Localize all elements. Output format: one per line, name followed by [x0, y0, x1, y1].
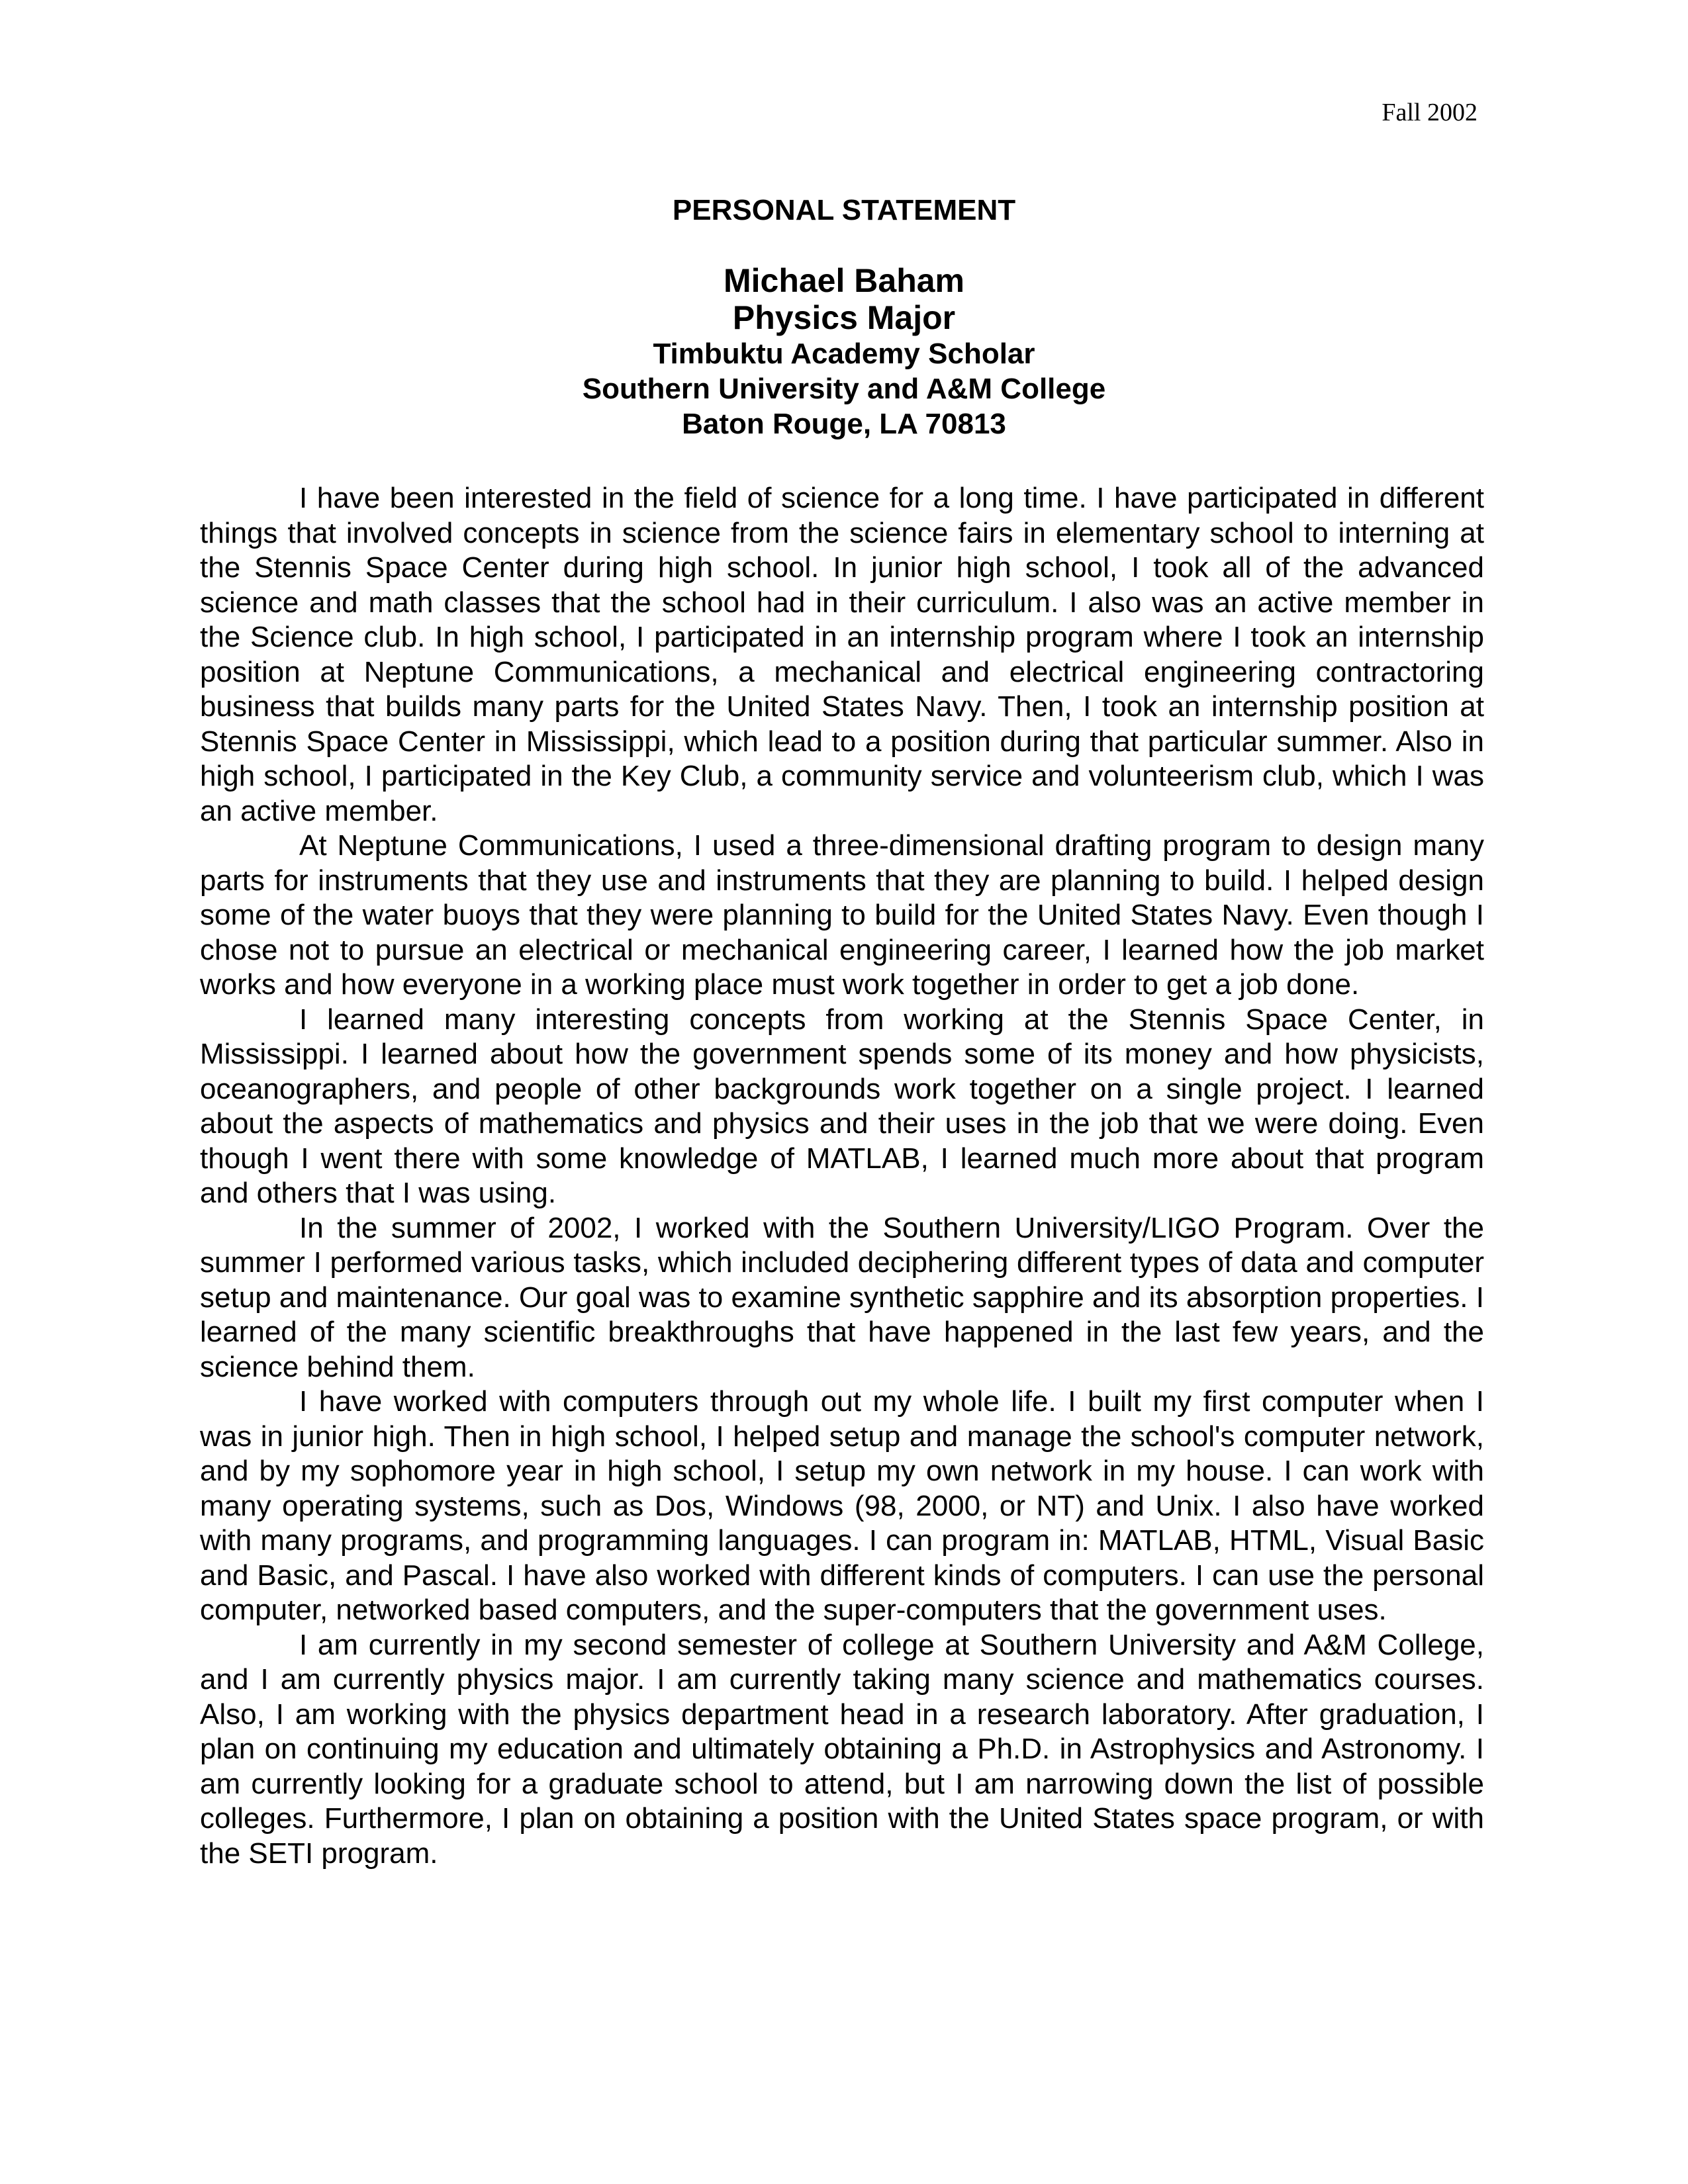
author-location: Baton Rouge, LA 70813 — [682, 408, 1006, 440]
paragraph-ligo-program: In the summer of 2002, I worked with the Southern University/LIGO Program. Over the summer I performed various tasks, which included deciphering different types of data and computer setup and maintenance. Our goal was to examine synthetic sapphire and its absorption properties. I learned of the many scientific breakthroughs that have happened in the last few years, and the science behind them. — [200, 1211, 1484, 1383]
author-major: Physics Major — [732, 299, 956, 336]
statement-body — [200, 481, 1484, 1871]
paragraph-computers: I have worked with computers through out my whole life. I built my first computer when I was in junior high. Then in high school, I helped setup and manage the school's computer network, and by my sophomore year in high school, I setup my own network in my house. I can work with many operating systems, such as Dos, Windows (98, 2000, or NT) and Unix. I also have worked with many programs, and programming languages. I can program in: MATLAB, HTML, Visual Basic and Basic, and Pascal. I have also worked with different kinds of computers. I can use the personal computer, networked based computers, and the super-computers that the government uses. — [200, 1385, 1484, 1626]
paragraph-current-studies: I am currently in my second semester of college at Southern University and A&M College, and I am currently physics major. I am currently taking many science and mathematics courses. Also, I am working with the physics department head in a research laboratory. After graduation, I plan on continuing my education and ultimately obtaining a Ph.D. in Astrophysics and Astronomy. I am currently looking for a graduate school to attend, but I am narrowing down the list of possible colleges. Furthermore, I plan on obtaining a position with the United States space program, or with the SETI program. — [200, 1628, 1484, 1870]
paragraph-stennis-space-center: I learned many interesting concepts from working at the Stennis Space Center, in Mississippi. I learned about how the government spends some of its money and how physicists, oceanographers, and people of other backgrounds work together on a single project. I learned about the aspects of mathematics and physics and their uses in the job that we were doing. Even though I went there with some knowledge of MATLAB, I learned much more about that program and others that I was using. — [200, 1003, 1484, 1209]
document-header — [0, 192, 1688, 441]
author-scholar: Timbuktu Academy Scholar — [653, 338, 1035, 370]
paragraph-science-interest: I have been interested in the field of science for a long time. I have participated in different things that involved concepts in science from the science fairs in elementary school to interning at the Stennis Space Center during high school. In junior high school, I took all of the advanced science and math classes that the school had in their curriculum. I also was an active member in the Science club. In high school, I participated in an internship program where I took an internship position at Neptune Communications, a mechanical and electrical engineering contractoring business that builds many parts for the United States Navy. Then, I took an internship position at Stennis Space Center in Mississippi, which lead to a position during that particular summer. Also in high school, I participated in the Key Club, a community service and volunteerism club, which I was an active member. — [200, 482, 1484, 827]
document-date: Fall 2002 — [1382, 99, 1477, 126]
author-name: Michael Baham — [723, 262, 964, 299]
author-institution: Southern University and A&M College — [582, 373, 1106, 405]
document-title: PERSONAL STATEMENT — [672, 194, 1016, 226]
paragraph-neptune-communications: At Neptune Communications, I used a three-dimensional drafting program to design many parts for instruments that they use and instruments that they are planning to build. I helped design some of the water buoys that they were planning to build for the United States Navy. Even though I chose not to pursue an electrical or mechanical engineering career, I learned how the job market works and how everyone in a working place must work together in order to get a job done. — [200, 829, 1484, 1001]
